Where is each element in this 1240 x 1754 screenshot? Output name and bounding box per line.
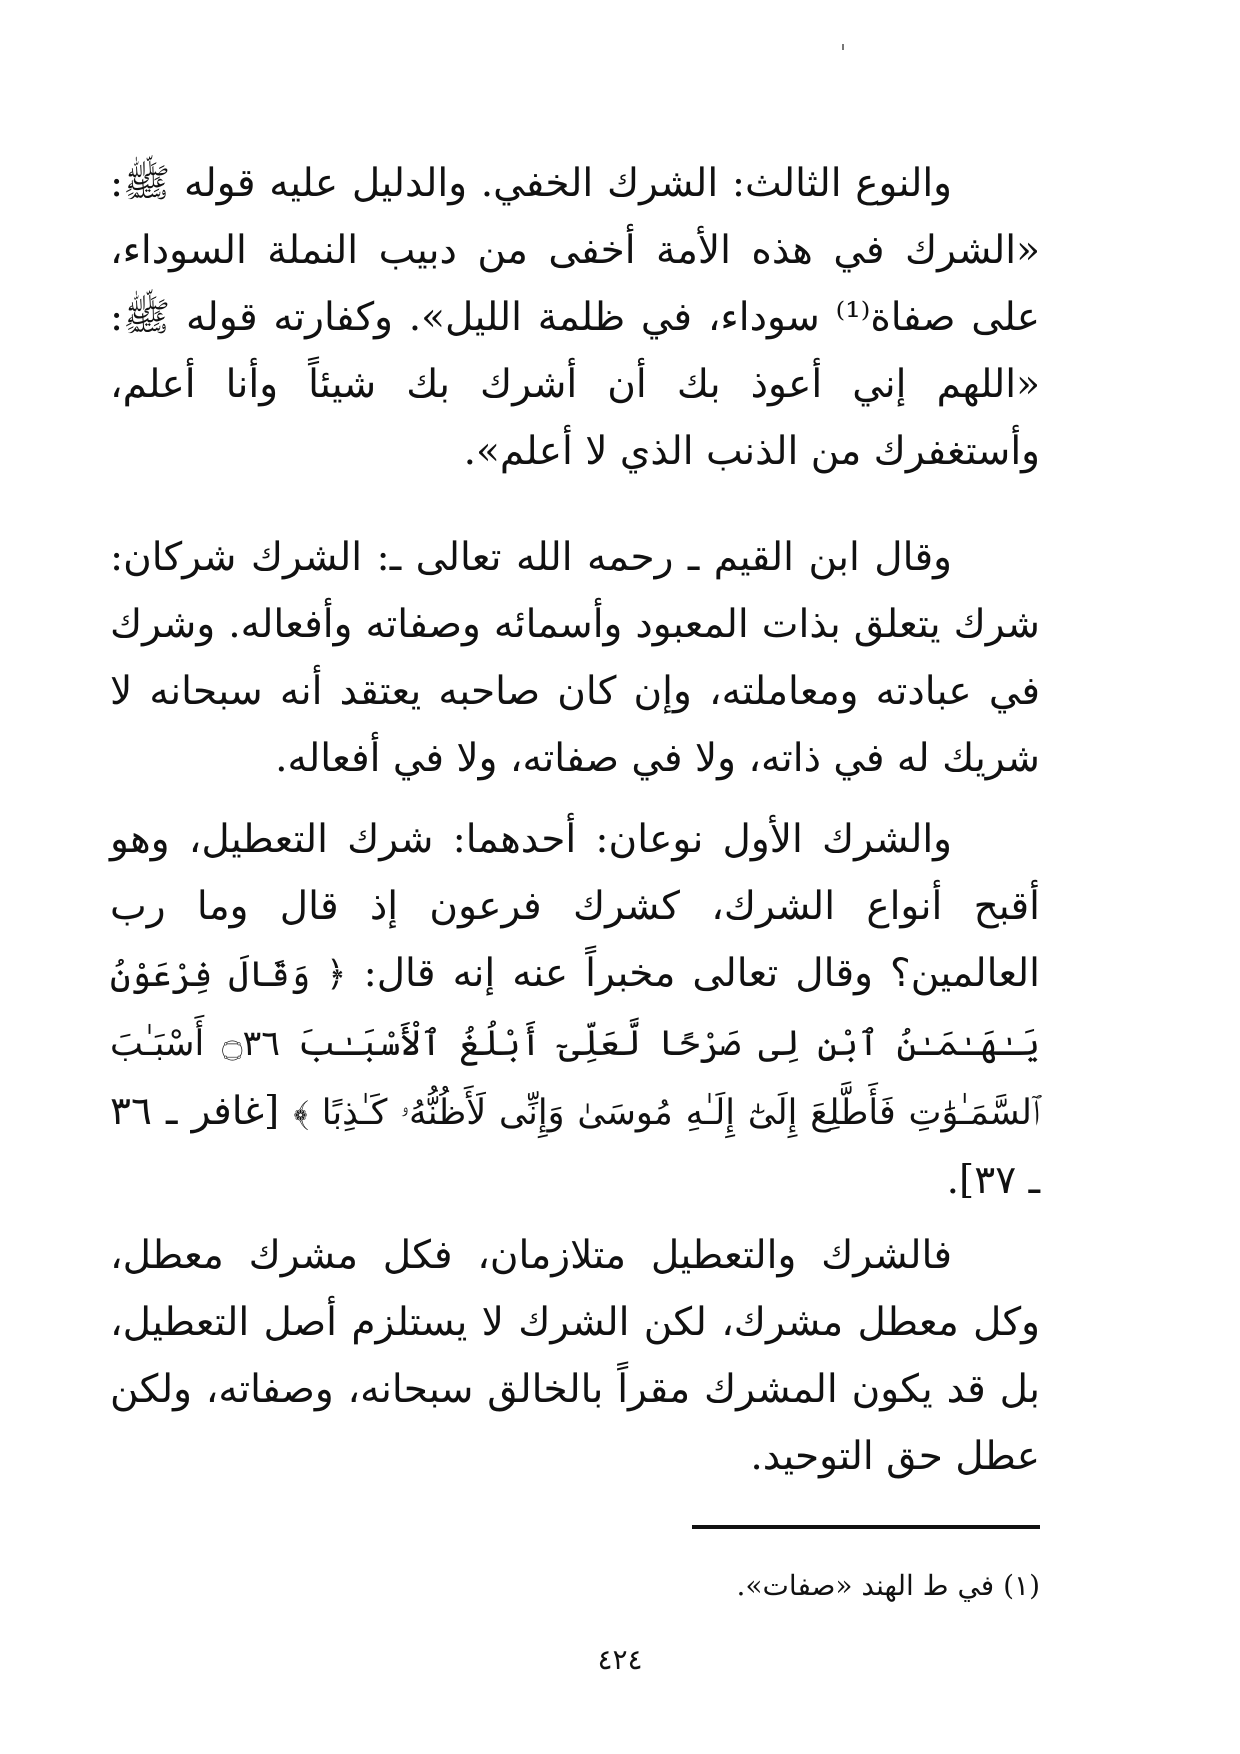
paragraph-with-verse	[110, 806, 1040, 1214]
paragraph-text: والشرك الأول نوعان: أحدهما: شرك التعطيل، وهو أقبح أنواع الشرك، كشرك فرعون إذ قال وما رب العالمين؟ وقال تعالى مخبراً عنه إنه قال:	[110, 817, 1040, 996]
paragraph-first-shirk	[110, 806, 1040, 1214]
paragraph-shirk-tatil	[110, 1222, 1040, 1490]
paragraph-text: وقال ابن القيم ـ رحمه الله تعالى ـ: الشرك شركان: شرك يتعلق بذات المعبود وأسمائه وصفاته وأفعاله. وشرك في عبادته ومعاملته، وإن كان صاحبه يعتقد أنه سبحانه لا شريك له في ذاته، ولا في صفاته، ولا في أفعاله.	[110, 535, 1040, 781]
paragraph-hidden-shirk	[110, 150, 1040, 485]
paragraph-text: فالشرك والتعطيل متلازمان، فكل مشرك معطل، وكل معطل مشرك، لكن الشرك لا يستلزم أصل التعطيل، بل قد يكون المشرك مقراً بالخالق سبحانه، وصفاته، ولكن عطل حق التوحيد.	[110, 1233, 1040, 1479]
footnote-divider	[692, 1525, 1040, 1529]
quran-verse: ﴿ وَقَالَ فِرْعَوْنُ يَـٰهَـٰمَـٰنُ ٱبْنِ لِى صَرْحًا لَّعَلِّىٓ أَبْلُغُ ٱلْأَسْبَـٰبَ ۝٣٦ أَسْبَـٰبَ ٱلسَّمَـٰوَٰتِ فَأَطَّلِعَ إِلَىٰٓ إِلَـٰهِ مُوسَىٰ وَإِنِّى لَأَظُنُّهُۥ كَـٰذِبًا ﴾	[110, 955, 1041, 1133]
paragraph-ibn-qayyim	[110, 524, 1040, 792]
footnote: (١) في ط الهند «صفات».	[736, 1569, 1040, 1602]
paragraph-text: والنوع الثالث: الشرك الخفي. والدليل عليه قوله ﷺ: «الشرك في هذه الأمة أخفى من دبيب النملة السوداء، على صفاة⁽¹⁾ سوداء، في ظلمة الليل». وكفارته قوله ﷺ: «اللهم إني أعوذ بك أن أشرك بك شيئاً وأنا أعلم، وأستغفرك من الذنب الذي لا أعلم».	[110, 161, 1040, 474]
page-number: ٤٢٤	[597, 1643, 643, 1676]
quran-reference: [غافر ـ ٣٦ ـ ٣٧].	[110, 1089, 1040, 1203]
scan-speck	[842, 44, 844, 50]
